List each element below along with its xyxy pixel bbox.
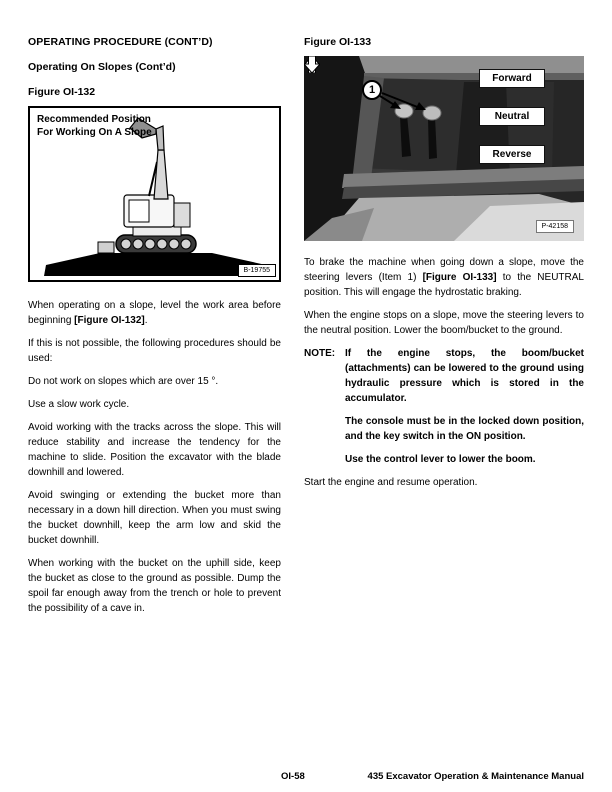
paragraph: Use a slow work cycle. xyxy=(28,399,130,410)
subsection-heading: Operating On Slopes (Cont’d) xyxy=(28,61,176,73)
note-paragraph: If the engine stops, the boom/bucket (attachments) can be lowered to the ground using hydraulic pressure which is stored in the accumulator. xyxy=(345,348,584,404)
note-label: NOTE: xyxy=(304,348,336,359)
item-callout-1: 1 xyxy=(362,80,382,100)
page-footer xyxy=(0,771,612,785)
figure-oi133-label: Figure OI-133 xyxy=(304,36,372,48)
paragraph: When working with the bucket on the uphill side, keep the bucket as close to the ground as possible. Dump the spoil far enough away from the trench or hole to prevent the possibility of a cave in. xyxy=(28,558,281,614)
paragraph-text: To brake the machine when going down a slope, move the steering levers (Item 1) xyxy=(304,257,584,283)
figure-caption-line: For Working On A Slope xyxy=(37,127,152,138)
note-paragraph: Use the control lever to lower the boom. xyxy=(345,454,536,465)
paragraph xyxy=(28,298,281,328)
right-column xyxy=(304,36,584,624)
paragraph: Avoid working with the tracks across the slope. This will reduce stability and increase the tendency for the machine to slide. Position the excavator with the blade downhill and lowered. xyxy=(28,422,281,478)
figure-caption-line: Recommended Position xyxy=(37,114,151,125)
section-heading: OPERATING PROCEDURE (CONT’D) xyxy=(28,36,213,48)
figure-oi132-caption xyxy=(37,113,152,139)
figure-oi132 xyxy=(28,106,281,282)
paragraph-text: . xyxy=(144,315,148,326)
paragraph-text: to the NEUTRAL position. This will engage the hydrostatic braking. xyxy=(304,272,584,298)
paragraph: When the engine stops on a slope, move the steering levers to the neutral position. Lower the boom/bucket to the ground. xyxy=(304,310,584,336)
label-forward: Forward xyxy=(480,70,544,87)
paragraph: Do not work on slopes which are over 15 °. xyxy=(28,376,219,387)
page-number: OI-58 xyxy=(281,771,305,782)
page-columns xyxy=(28,36,584,624)
figure-oi132-label: Figure OI-132 xyxy=(28,86,96,98)
note-paragraph: The console must be in the locked down position, and the key switch in the ON position. xyxy=(345,416,584,442)
figure-reference: [Figure OI-132] xyxy=(74,315,145,326)
label-reverse: Reverse xyxy=(480,146,544,163)
figure-reference: [Figure OI-133] xyxy=(422,272,497,283)
paragraph-text: When operating on a slope, level the work area before beginning xyxy=(28,300,281,326)
paragraph: Start the engine and resume operation. xyxy=(304,477,478,488)
note-block xyxy=(304,346,584,406)
left-column xyxy=(28,36,281,624)
paragraph xyxy=(304,255,584,300)
paragraph: Avoid swinging or extending the bucket more than necessary in a down hill direction. When you must swing the bucket downhill, keep the arm low and skid the bucket downhill. xyxy=(28,490,281,546)
label-neutral: Neutral xyxy=(480,108,544,125)
photo-id-badge: P-42158 xyxy=(536,220,574,233)
arrow-down-icon xyxy=(304,56,320,73)
figure-oi133-photo xyxy=(304,56,584,241)
manual-title: 435 Excavator Operation & Maintenance Manual xyxy=(367,771,584,782)
photo-id-badge: B-19755 xyxy=(238,264,276,277)
paragraph: If this is not possible, the following procedures should be used: xyxy=(28,338,281,364)
